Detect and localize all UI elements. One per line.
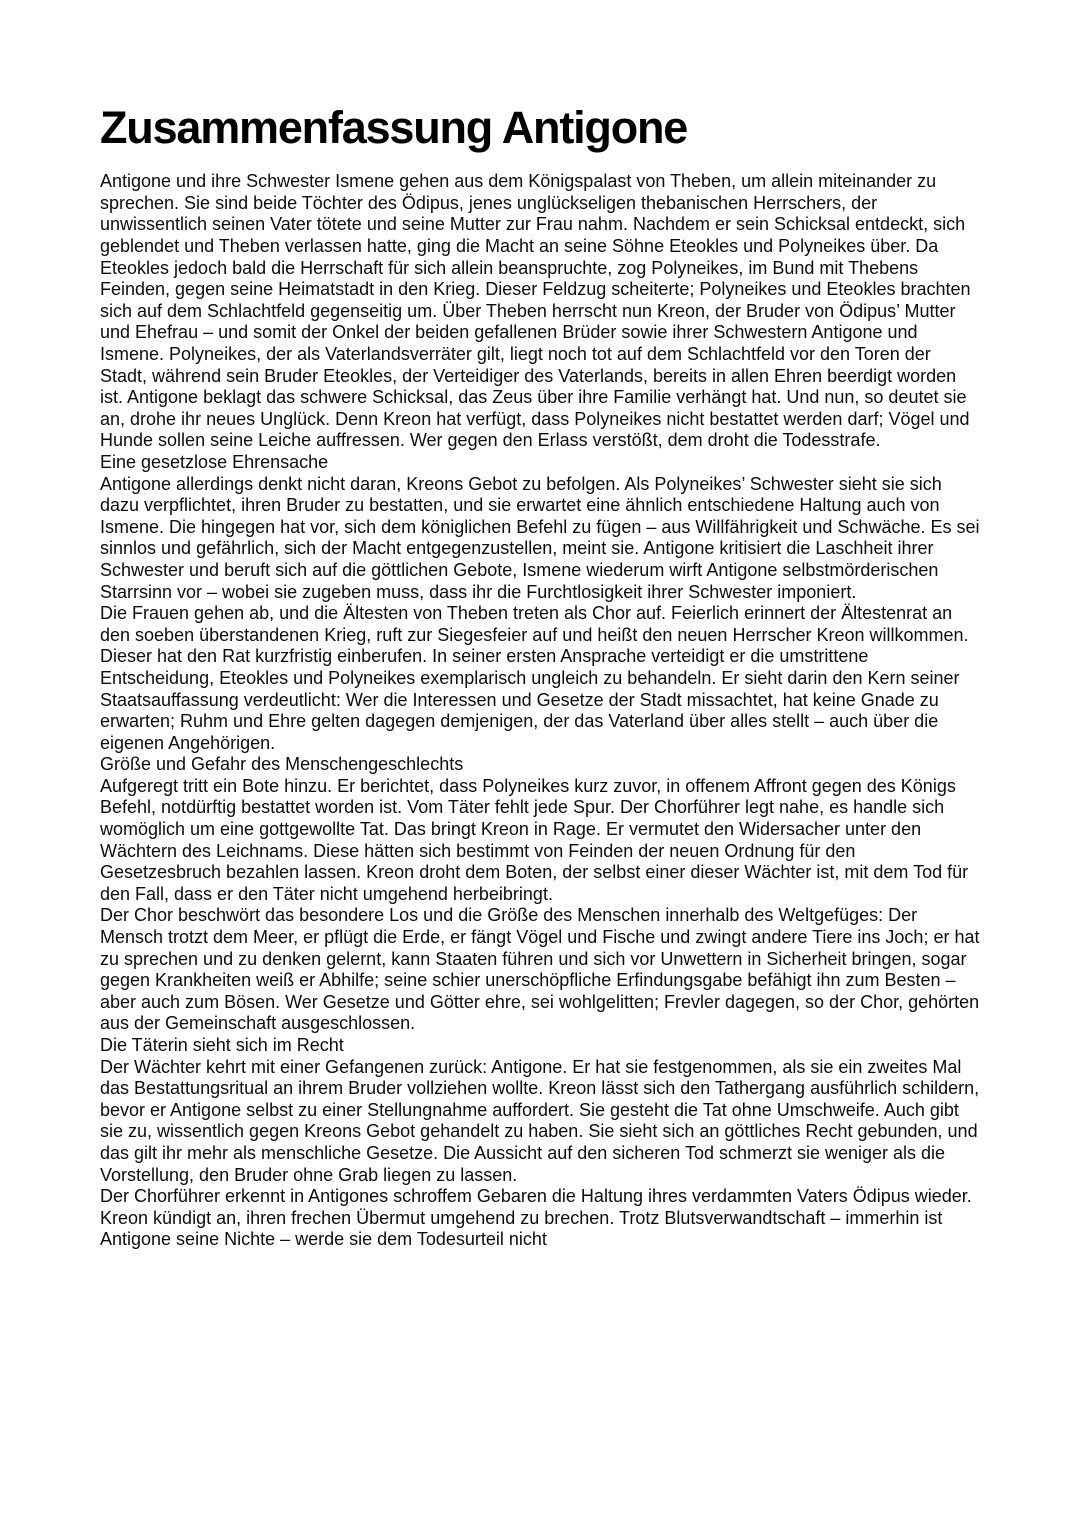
paragraph: Der Chor beschwört das besondere Los und die Größe des Menschen innerhalb des Weltgefüges: Der Mensch trotzt dem Meer, er pflügt die Erde, er fängt Vögel und Fische und zwingt andere Tiere ins Joch; er hat zu sprechen und zu denken gelernt, kann Staaten führen und sich vor Unwettern in Sicherheit bringen, sogar gegen Krankheiten weiß er Abhilfe; seine schier unerschöpfliche Erfindungsgabe befähigt ihn zum Besten – aber auch zum Bösen. Wer Gesetze und Götter ehre, sei wohlgelitten; Frevler dagegen, so der Chor, gehörten aus der Gemeinschaft ausgeschlossen. [100, 905, 980, 1034]
paragraph-intro: Antigone und ihre Schwester Ismene gehen aus dem Königspalast von Theben, um allein miteinander zu sprechen. Sie sind beide Töchter des Ödipus, jenes unglückseligen thebanischen Herrschers, der unwissentlich seinen Vater tötete und seine Mutter zur Frau nahm. Nachdem er sein Schicksal entdeckt, sich geblendet und Theben verlassen hatte, ging die Macht an seine Söhne Eteokles und Polyneikes über. Da Eteokles jedoch bald die Herrschaft für sich allein beanspruchte, zog Polyneikes, im Bund mit Thebens Feinden, gegen seine Heimatstadt in den Krieg. Dieser Feldzug scheiterte; Polyneikes und Eteokles brachten sich auf dem Schlachtfeld gegenseitig um. Über Theben herrscht nun Kreon, der Bruder von Ödipus’ Mutter und Ehefrau – und somit der Onkel der beiden gefallenen Brüder sowie ihrer Schwestern Antigone und Ismene. Polyneikes, der als Vaterlandsverräter gilt, liegt noch tot auf dem Schlachtfeld vor den Toren der Stadt, während sein Bruder Eteokles, der Verteidiger des Vaterlands, bereits in allen Ehren beerdigt worden ist. Antigone beklagt das schwere Schicksal, das Zeus über ihre Familie verhängt hat. Und nun, so deutet sie an, drohe ihr neues Unglück. Denn Kreon hat verfügt, dass Polyneikes nicht bestattet werden darf; Vögel und Hunde sollen seine Leiche auffressen. Wer gegen den Erlass verstößt, dem droht die Todesstrafe. [100, 171, 971, 451]
document-body [100, 171, 980, 1251]
paragraph: Antigone allerdings denkt nicht daran, Kreons Gebot zu befolgen. Als Polyneikes’ Schwester sieht sie sich dazu verpflichtet, ihren Bruder zu bestatten, und sie erwartet eine ähnlich entschiedene Haltung auch von Ismene. Die hingegen hat vor, sich dem königlichen Befehl zu fügen – aus Willfährigkeit und Schwäche. Es sei sinnlos und gefährlich, sich der Macht entgegenzustellen, meint sie. Antigone kritisiert die Laschheit ihrer Schwester und beruft sich auf die göttlichen Gebote, Ismene wiederum wirft Antigone selbstmörderischen Starrsinn vor – wobei sie zugeben muss, dass ihr die Furchtlosigkeit ihrer Schwester imponiert. [100, 473, 980, 602]
paragraph: Der Wächter kehrt mit einer Gefangenen zurück: Antigone. Er hat sie festgenommen, als sie ein zweites Mal das Bestattungsritual an ihrem Bruder vollziehen wollte. Kreon lässt sich den Tathergang ausführlich schildern, bevor er Antigone selbst zu einer Stellungnahme auffordert. Sie gesteht die Tat ohne Umschweife. Auch gibt sie zu, wissentlich gegen Kreons Gebot gehandelt zu haben. Sie sieht sich an göttliches Recht gebunden, und das gilt ihr mehr als menschliche Gesetze. Die Aussicht auf den sicheren Tod schmerzt sie weniger als die Vorstellung, den Bruder ohne Grab liegen zu lassen. [100, 1056, 980, 1185]
paragraph: Aufgeregt tritt ein Bote hinzu. Er berichtet, dass Polyneikes kurz zuvor, in offenem Affront gegen des Königs Befehl, notdürftig bestattet worden ist. Vom Täter fehlt jede Spur. Der Chorführer legt nahe, es handle sich womöglich um eine gottgewollte Tat. Das bringt Kreon in Rage. Er vermutet den Widersacher unter den Wächtern des Leichnams. Diese hätten sich bestimmt von Feinden der neuen Ordnung für den Gesetzesbruch bezahlen lassen. Kreon droht dem Boten, der selbst einer dieser Wächter ist, mit dem Tod für den Fall, dass er den Täter nicht umgehend herbeibringt. [100, 775, 969, 904]
paragraph: Die Frauen gehen ab, und die Ältesten von Theben treten als Chor auf. Feierlich erinnert der Ältestenrat an den soeben überstandenen Krieg, ruft zur Siegesfeier auf und heißt den neuen Herrscher Kreon willkommen. Dieser hat den Rat kurzfristig einberufen. In seiner ersten Ansprache verteidigt er die umstrittene Entscheidung, Eteokles und Polyneikes exemplarisch ungleich zu behandeln. Er sieht darin den Kern seiner Staatsauffassung verdeutlicht: Wer die Interessen und Gesetze der Stadt missachtet, hat keine Gnade zu erwarten; Ruhm und Ehre gelten dagegen demjenigen, der das Vaterland über alles stellt – auch über die eigenen Angehörigen. [100, 603, 969, 753]
section-heading-taeterin: Die Täterin sieht sich im Recht [100, 1035, 344, 1055]
section-heading-menschengeschlecht: Größe und Gefahr des Menschengeschlechts [100, 754, 464, 775]
section-heading-ehrensache: Eine gesetzlose Ehrensache [100, 451, 329, 472]
paragraph: Der Chorführer erkennt in Antigones schroffem Gebaren die Haltung ihres verdammten Vaters Ödipus wieder. Kreon kündigt an, ihren frechen Übermut umgehend zu brechen. Trotz Blutsverwandtschaft – immerhin ist Antigone seine Nichte – werde sie dem Todesurteil nicht [100, 1186, 972, 1250]
page-title: Zusammenfassung Antigone [100, 102, 688, 153]
